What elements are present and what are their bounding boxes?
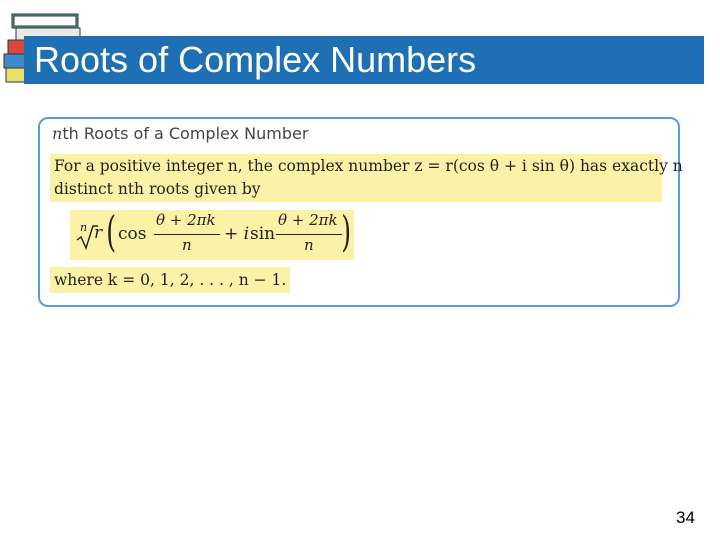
fraction-1-denominator: n	[182, 236, 192, 254]
theorem-heading-text: th Roots of a Complex Number	[62, 124, 309, 143]
radicand: r	[94, 223, 103, 243]
statement-line-2: distinct nth roots given by	[54, 180, 261, 198]
title-bar	[24, 36, 704, 84]
left-paren: (	[106, 207, 117, 256]
theorem-statement	[50, 154, 683, 202]
plus-i: + i	[224, 224, 250, 244]
radical-index: n	[80, 221, 88, 234]
slide-title: Roots of Complex Numbers	[34, 39, 477, 80]
where-clause: where k = 0, 1, 2, . . . , n − 1.	[50, 267, 290, 293]
fraction-2-numerator: θ + 2πk	[278, 211, 338, 229]
theorem-heading	[52, 124, 308, 143]
statement-line-1: For a positive integer n, the complex number z = r(cos θ + i sin θ) has exactly n	[54, 157, 683, 175]
right-paren: )	[341, 207, 352, 256]
theorem-box	[38, 117, 683, 307]
page-number: 34	[676, 508, 695, 527]
fraction-1-numerator: θ + 2πk	[156, 211, 216, 229]
cos-label: cos	[118, 224, 147, 244]
fraction-1-bar	[154, 234, 220, 235]
sin-label: sin	[250, 224, 276, 244]
fraction-2-denominator: n	[304, 236, 314, 254]
theorem-heading-italic: n	[52, 124, 63, 143]
root-formula	[70, 207, 354, 260]
fraction-2-bar	[276, 234, 342, 235]
